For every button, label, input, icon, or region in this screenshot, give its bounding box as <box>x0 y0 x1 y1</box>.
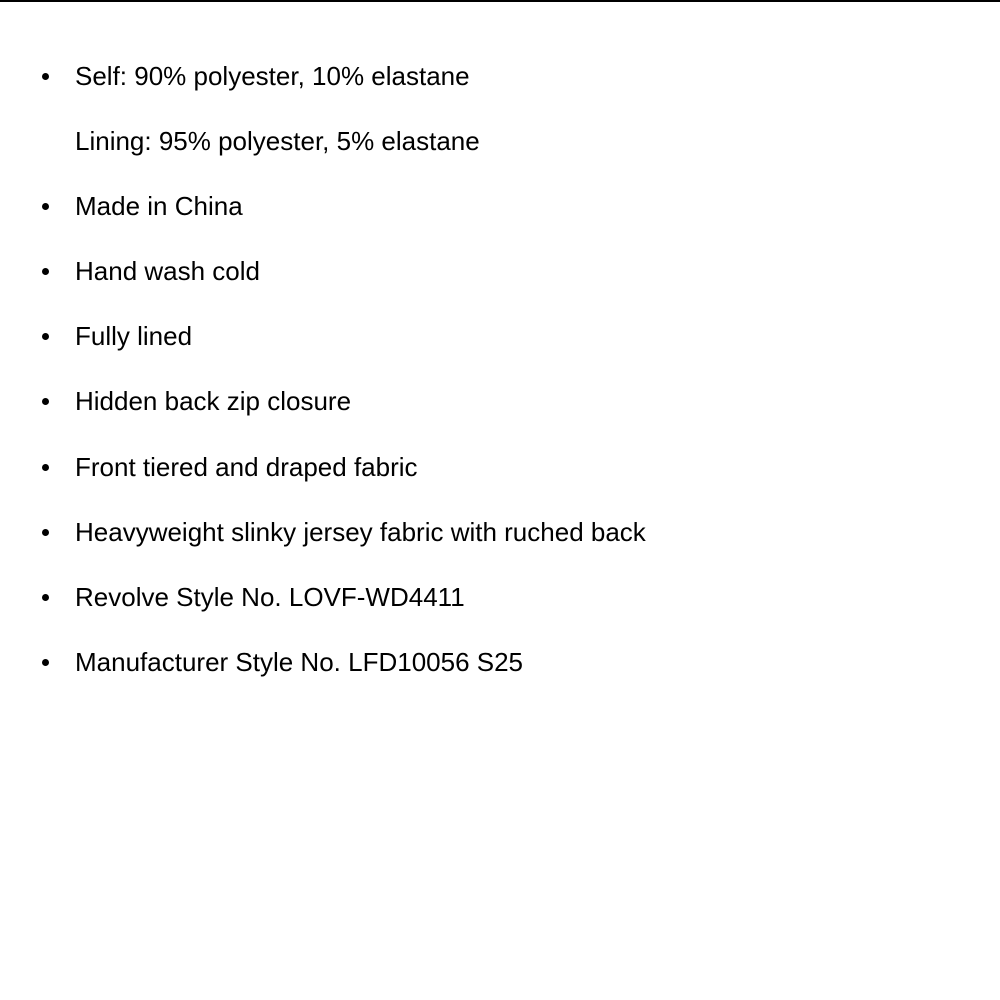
list-item-text: Lining: 95% polyester, 5% elastane <box>75 126 480 157</box>
product-details-list <box>0 44 1000 695</box>
list-item-text: Fully lined <box>75 321 193 352</box>
list-item-fabric-self <box>0 44 1000 109</box>
bullet-icon <box>42 464 49 471</box>
list-item-text: Made in China <box>75 191 243 222</box>
bullet-icon <box>42 594 49 601</box>
list-item-lining <box>0 304 1000 369</box>
list-item-text: Hidden back zip closure <box>75 386 352 417</box>
bullet-icon <box>42 659 49 666</box>
top-divider <box>0 0 1000 2</box>
list-item-text: Manufacturer Style No. LFD10056 S25 <box>75 646 524 677</box>
list-item-front-detail <box>0 435 1000 500</box>
bullet-icon <box>42 529 49 536</box>
list-item-fabric-weight <box>0 500 1000 565</box>
list-item-manufacturer-style <box>0 630 1000 695</box>
bullet-icon <box>42 268 49 275</box>
list-item-care <box>0 239 1000 304</box>
list-item-text: Hand wash cold <box>75 256 260 287</box>
list-item-closure <box>0 369 1000 434</box>
list-item-text: Front tiered and draped fabric <box>75 451 418 482</box>
list-item-text: Revolve Style No. LOVF-WD4411 <box>75 581 465 612</box>
bullet-icon <box>42 73 49 80</box>
bullet-icon <box>42 203 49 210</box>
list-item-revolve-style <box>0 565 1000 630</box>
list-item-text: Self: 90% polyester, 10% elastane <box>75 61 470 91</box>
bullet-icon <box>42 333 49 340</box>
list-item-origin <box>0 174 1000 239</box>
list-item-fabric-lining <box>0 109 1000 174</box>
bullet-icon <box>42 398 49 405</box>
list-item-text: Heavyweight slinky jersey fabric with ruched back <box>75 516 646 547</box>
